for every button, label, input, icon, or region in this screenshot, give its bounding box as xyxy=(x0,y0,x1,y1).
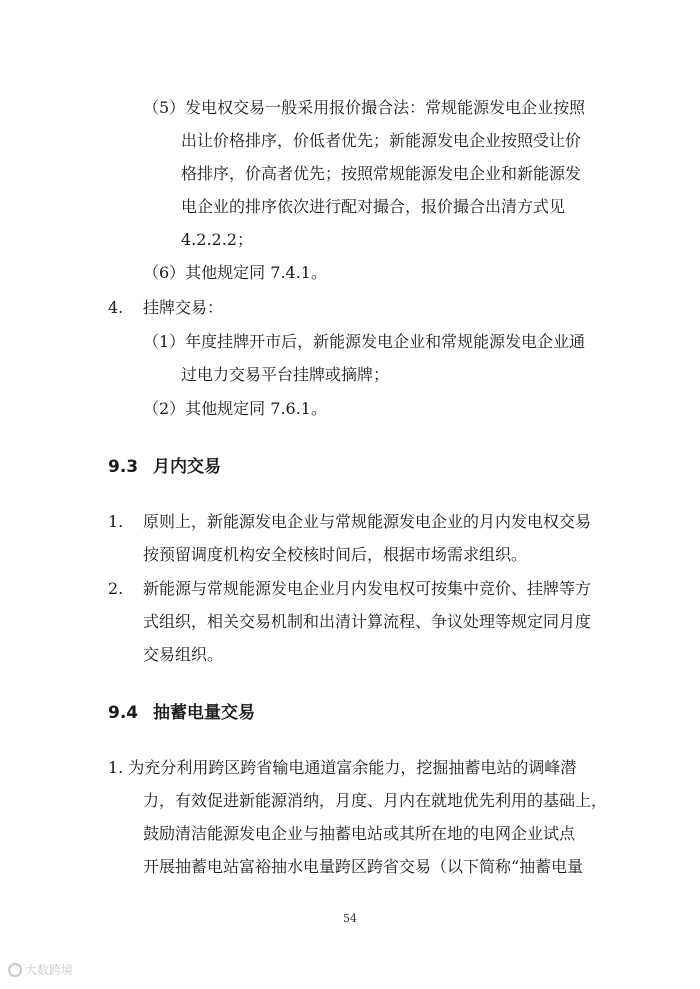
list-4-sub-2: （2）其他规定同 7.6.1。 xyxy=(143,399,327,418)
section-9-3-p2-number: 2. xyxy=(108,579,124,598)
section-9-3-p1-line-2: 按预留调度机构安全校核时间后，根据市场需求组织。 xyxy=(143,545,528,564)
section-9-3-heading xyxy=(108,456,221,478)
section-9-3-p2-line-2: 式组织，相关交易机制和出清计算流程、争议处理等规定同月度 xyxy=(143,612,592,631)
section-9-3-title: 月内交易 xyxy=(153,457,221,477)
item-6: （6）其他规定同 7.4.1。 xyxy=(143,263,327,282)
section-9-3-p1-line-1: 原则上，新能源发电企业与常规能源发电企业的月内发电权交易 xyxy=(143,512,592,531)
list-4-sub-1-line-1: （1）年度挂牌开市后，新能源发电企业和常规能源发电企业通 xyxy=(143,332,586,351)
watermark xyxy=(8,961,73,978)
item-5-line-4: 电企业的排序依次进行配对撮合，报价撮合出清方式见 xyxy=(181,197,566,216)
section-9-3-number: 9.3 xyxy=(108,457,139,477)
page-number: 54 xyxy=(343,912,357,925)
section-9-3-p2-line-1: 新能源与常规能源发电企业月内发电权可按集中竞价、挂牌等方 xyxy=(143,579,592,598)
watermark-logo-icon xyxy=(8,963,22,977)
section-9-4-p1-line-2: 力，有效促进新能源消纳，月度、月内在就地优先利用的基础上， xyxy=(143,791,608,810)
item-5-line-5: 4.2.2.2； xyxy=(181,230,253,249)
section-9-4-number: 9.4 xyxy=(108,703,139,723)
list-4-sub-1-line-2: 过电力交易平台挂牌或摘牌； xyxy=(181,365,390,384)
section-9-4-p1-line-4: 开展抽蓄电站富裕抽水电量跨区跨省交易（以下简称“抽蓄电量 xyxy=(143,857,584,876)
list-4-number: 4. xyxy=(108,298,124,317)
list-4-title: 挂牌交易： xyxy=(143,298,224,317)
section-9-4-p1-line-1: 1. 为充分利用跨区跨省输电通道富余能力，挖掘抽蓄电站的调峰潜 xyxy=(108,758,577,777)
watermark-text: 大数跨境 xyxy=(25,963,74,977)
section-9-3-p2-line-3: 交易组织。 xyxy=(143,645,224,664)
section-9-4-p1-line-3: 鼓励清洁能源发电企业与抽蓄电站或其所在地的电网企业试点 xyxy=(143,824,576,843)
section-9-3-p1-number: 1. xyxy=(108,512,124,531)
section-9-4-title: 抽蓄电量交易 xyxy=(153,703,255,723)
item-5-line-2: 出让价格排序，价低者优先；新能源发电企业按照受让价 xyxy=(181,131,582,150)
item-5-line-3: 格排序，价高者优先；按照常规能源发电企业和新能源发 xyxy=(181,164,582,183)
item-5-line-1: （5）发电权交易一般采用报价撮合法：常规能源发电企业按照 xyxy=(143,98,586,117)
section-9-4-heading xyxy=(108,702,255,724)
